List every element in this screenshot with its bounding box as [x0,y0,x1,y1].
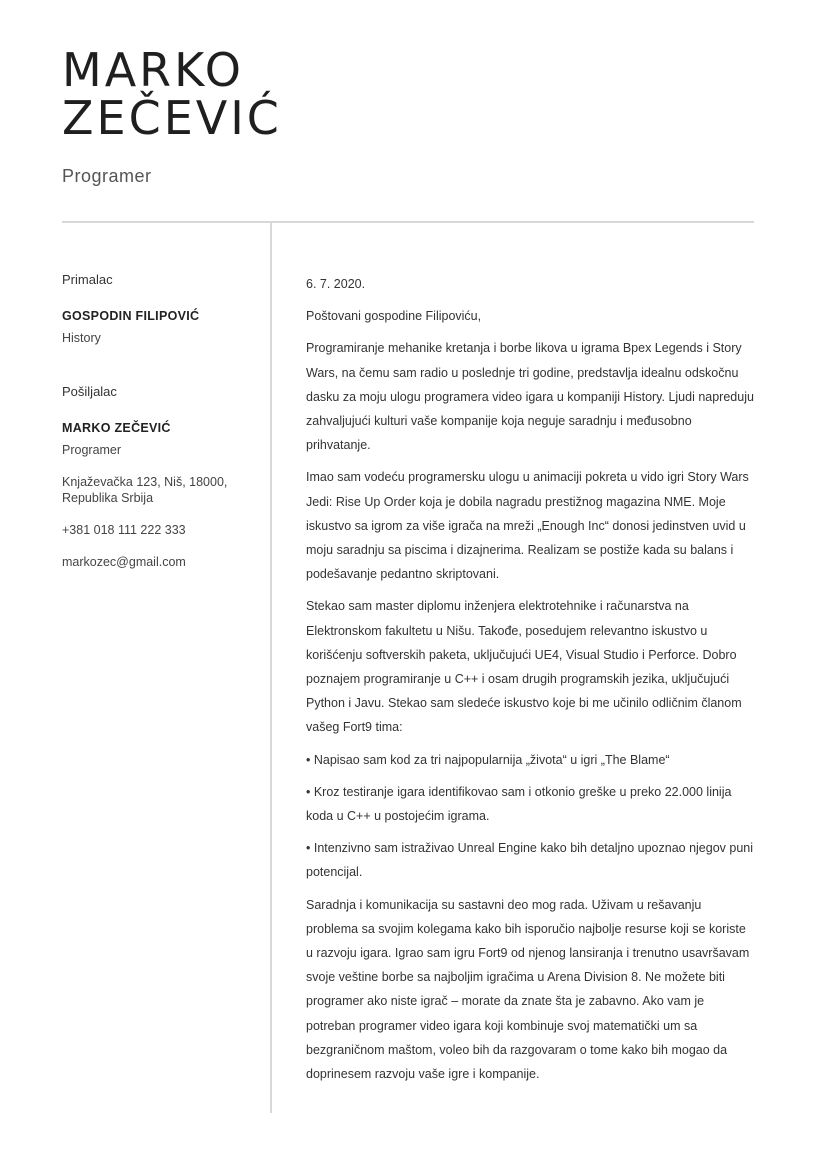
letter-bullet: • Napisao sam kod za tri najpopularnija „života“ u igri „The Blame“ [306,752,670,767]
letter-paragraph: Stekao sam master diplomu inženjera elektrotehnike i računarstva na Elektronskom fakultetu u Nišu. Takođe, posedujem relevantno iskustvo u korišćenju softverskih paketa, uključujući UE4, Visual Studio i Perforce. Dobro poznajem programiranje u C++ i osam drugih programskih jezika, uključujući Python i Javu. Stekao sam sledeće iskustvo koje bi me učinilo odličnim članom vašeg Fort9 tima: [306,599,742,735]
letter-date: 6. 7. 2020. [306,277,366,291]
name-line-last: ZEČEVIĆ [62,91,282,145]
letter-bullet: • Intenzivno sam istraživao Unreal Engine kako bih detaljno upoznao njegov puni potencijal. [306,841,754,880]
recipient-name: GOSPODIN FILIPOVIĆ [62,309,200,323]
sender-address-line2: Republika Srbija [62,491,154,505]
letter-paragraph: Imao sam vodeću programersku ulogu u animaciji pokreta u vido igri Story Wars Jedi: Rise Up Order koja je dobila nagradu prestižnog magazina NME. Moje iskustvo sa igrom za više igrača na mreži „Enough Inc“ donosi jedinstven uvid u moju saradnju sa piscima i dizajnerima. Realizam se postiže kada su balans i podešavanje pedantno skriptovani. [306,470,749,582]
column-divider [270,223,272,1113]
letter-greeting: Poštovani gospodine Filipoviću, [306,309,482,324]
sender-name: MARKO ZEČEVIĆ [62,421,171,435]
sender-email[interactable]: markozec@gmail.com [62,555,186,569]
sidebar [62,272,257,570]
job-title: Programer [62,166,152,186]
letter-body [306,272,756,1094]
applicant-name [62,43,282,145]
sender-role: Programer [62,443,122,457]
letter-paragraph: Saradnja i komunikacija su sastavni deo mog rada. Uživam u rešavanju problema sa svojim kolegama kako bih isporučio najbolje resurse koji se koriste u razvoju igara. Igrao sam igru Fort9 od njenog lansiranja i trenutno usavršavam svoje veštine borbe sa najboljim igračima u Arena Division 8. Ne možete biti programer ako niste igrač – morate da znate šta je zabavno. Ako vam je potreban programer video igara koji kombinuje svoj matematički um sa bezgraničnom maštom, voleo bih da razgovaram o tome kako bih mogao da doprinesem razvoju vaše igre i kompanije. [306,897,750,1082]
recipient-company: History [62,331,101,345]
recipient-label: Primalac [62,272,113,287]
name-line-first: MARKO [62,43,244,97]
letter-bullet: • Kroz testiranje igara identifikovao sam i otkonio greške u preko 22.000 linija koda u C++ u postojećim igrama. [306,784,732,824]
sender-phone: +381 018 111 222 333 [62,523,186,537]
sender-address-line1: Knjaževačka 123, Niš, 18000, [62,475,228,489]
letter-paragraph: Programiranje mehanike kretanja i borbe likova u igrama Bpex Legends i Story Wars, na čemu sam radio u poslednje tri godine, predstavlja idealnu odskočnu dasku za moju ulogu programera video igara u kompaniji History. Ljudi napreduju zahvaljujući kulturi vaše kompanije koja neguje saradnju i međusobno prihvatanje. [306,341,754,453]
header-divider [62,221,754,223]
sender-label: Pošiljalac [62,384,117,399]
